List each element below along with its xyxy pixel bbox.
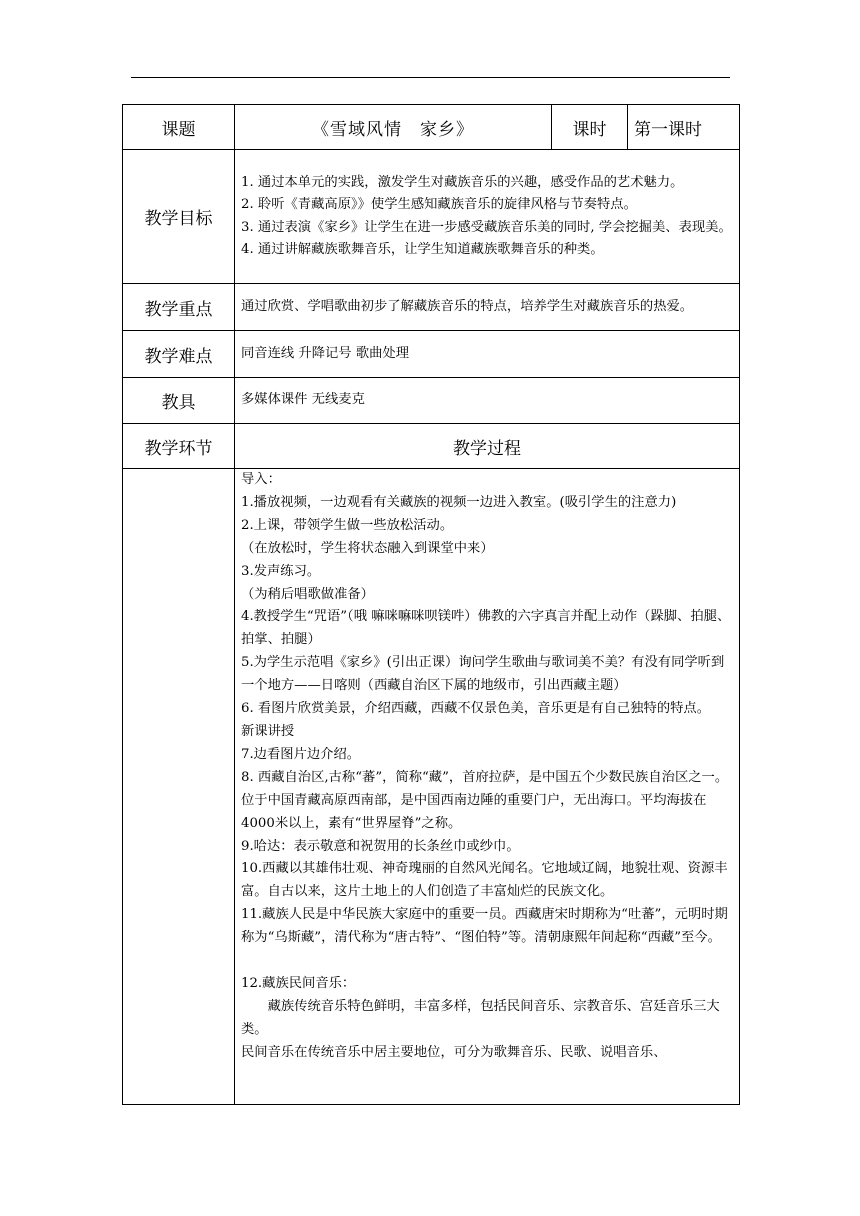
objective-item: 4. 通过讲解藏族歌舞音乐，让学生知道藏族歌舞音乐的种类。: [241, 242, 604, 257]
process-line: 2.上课，带领学生做一些放松活动。: [241, 517, 454, 533]
process-label: 教学环节: [123, 424, 235, 469]
process-line: 3.发声练习。: [241, 563, 321, 579]
process-line: （在放松时，学生将状态融入到课堂中来）: [241, 540, 494, 556]
difficulties-text: 同音连线 升降记号 歌曲处理: [235, 331, 740, 378]
objectives-content: [235, 150, 740, 284]
topic-row: [123, 105, 740, 150]
process-line: 10.西藏以其雄伟壮观、神奇瑰丽的自然风光闻名。它地域辽阔，地貌壮观、资源丰富。自古以来，这片土地上的人们创造了丰富灿烂的民族文化。: [241, 861, 728, 900]
process-line: 6. 看图片欣赏美景，介绍西藏，西藏不仅景色美，音乐更是有自己独特的特点。: [241, 701, 711, 717]
tools-text: 多媒体课件 无线麦克: [235, 378, 740, 424]
objectives-label: 教学目标: [123, 150, 235, 284]
process-line: 9.哈达：表示敬意和祝贺用的长条丝巾或纱巾。: [241, 838, 520, 854]
process-line: 12.藏族民间音乐：: [241, 975, 356, 991]
process-line: 8. 西藏自治区,古称“蕃”，简称“藏”，首府拉萨，是中国五个少数民族自治区之一。位于中国青藏高原西南部，是中国西南边陲的重要门户，无出海口。平均海拔在4000米以上，素有“世界屋脊”之称。: [241, 769, 729, 831]
lesson-plan-table: [122, 104, 740, 1105]
hours-value: 第一课时: [628, 105, 740, 150]
process-line: 7.边看图片边介绍。: [241, 746, 361, 762]
process-line: 11.藏族人民是中华民族大家庭中的重要一员。西藏唐宋时期称为“吐蕃”，元明时期称为“乌斯藏”，清代称为“唐古特”、“图伯特”等。清朝康熙年间起称“西藏”至今。: [241, 907, 728, 946]
process-empty-cell: [123, 469, 235, 1105]
objective-item: 3. 通过表演《家乡》让学生在进一步感受藏族音乐美的同时, 学会挖掘美、表现美。: [241, 219, 732, 235]
process-heading: 教学过程: [235, 424, 740, 469]
tools-row: [123, 378, 740, 424]
header-rule: [131, 77, 730, 78]
hours-label: 课时: [552, 105, 628, 150]
objectives-row: [123, 150, 740, 284]
key-points-label: 教学重点: [123, 284, 235, 331]
topic-title: 《雪域风情 家乡》: [235, 105, 552, 150]
tools-label: 教具: [123, 378, 235, 424]
process-body-row: [123, 469, 740, 1105]
topic-label: 课题: [123, 105, 235, 150]
process-line: 1.播放视频，一边观看有关藏族的视频一边进入教室。(吸引学生的注意力): [241, 494, 677, 510]
process-line: 4.教授学生“咒语”（哦 嘛咪嘛咪呗镁吽）佛教的六字真言并配上动作（跺脚、拍腿、拍掌、拍腿）: [241, 609, 731, 648]
objective-item: 1. 通过本单元的实践，激发学生对藏族音乐的兴趣，感受作品的艺术魅力。: [241, 174, 684, 190]
process-line: 导入：: [241, 472, 281, 487]
key-points-row: [123, 284, 740, 331]
difficulties-row: [123, 331, 740, 378]
difficulties-label: 教学难点: [123, 331, 235, 378]
process-line: 民间音乐在传统音乐中居主要地位，可分为歌舞音乐、民歌、说唱音乐、: [241, 1044, 667, 1060]
process-content: [235, 469, 740, 1105]
process-line: 5.为学生示范唱《家乡》(引出正课）询问学生歌曲与歌词美不美？有没有同学听到一个地方——日喀则（西藏自治区下属的地级市，引出西藏主题）: [241, 655, 725, 694]
process-line: （为稍后唱歌做准备）: [241, 586, 374, 602]
process-header-row: [123, 424, 740, 469]
process-line: 藏族传统音乐特色鲜明，丰富多样，包括民间音乐、宗教音乐、宫廷音乐三大类。: [241, 998, 720, 1037]
process-blank-line: [241, 950, 736, 973]
key-points-text: 通过欣赏、学唱歌曲初步了解藏族音乐的特点，培养学生对藏族音乐的热爱。: [235, 284, 740, 331]
objective-item: 2. 聆听《青藏高原》》使学生感知藏族音乐的旋律风格与节奏特点。: [241, 197, 637, 212]
process-section-title: 新课讲授: [241, 723, 295, 739]
